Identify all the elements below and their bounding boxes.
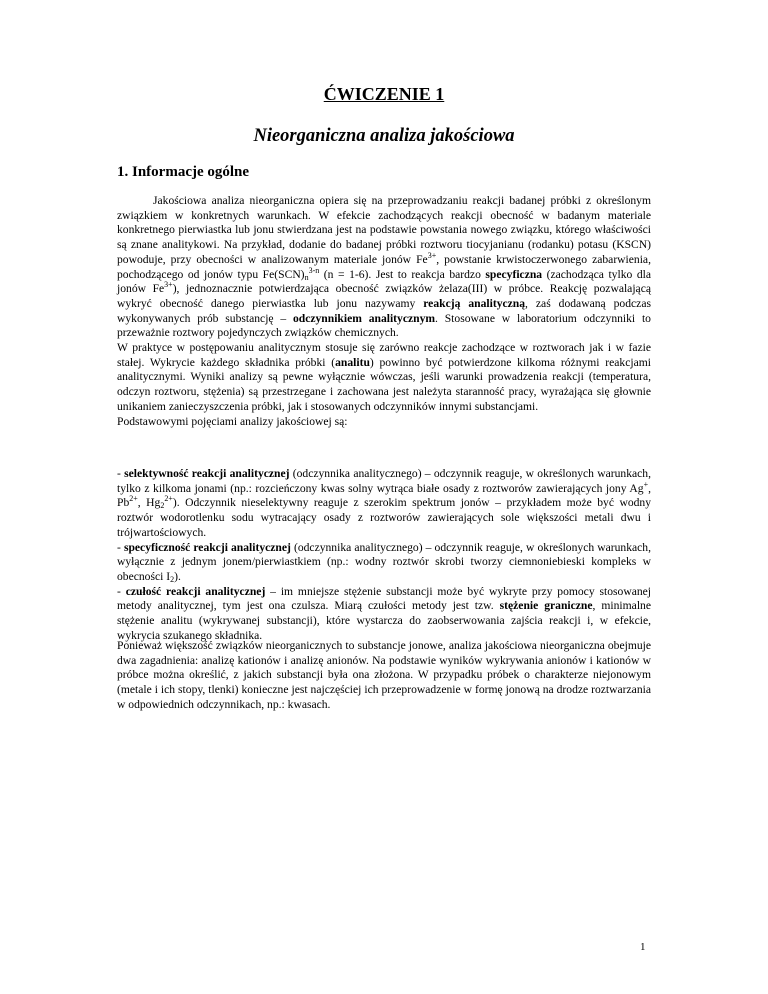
- page-number: 1: [640, 941, 646, 953]
- section-heading: 1. Informacje ogólne: [117, 164, 250, 180]
- term-analyte: analitu: [335, 355, 370, 369]
- concept-specificity: - specyficzność reakcji analitycznej (odczynnika analitycznego) – odczynnik reaguje, w określonych warunkach, wyłącznie z jednym jonem/pierwiastkiem (np.: wodny roztwór skrobi tworzy ciemnoniebieski kompleks w obecności $I_2$).: [117, 540, 651, 584]
- closing-section: [117, 639, 651, 713]
- concepts-list: [117, 467, 651, 643]
- term-specific: specyficzna: [485, 267, 543, 281]
- document-subtitle: Nieorganiczna analiza jakościowa: [253, 126, 515, 146]
- concept-sensitivity: - czułość reakcji analitycznej – im mniejsze stężenie substancji może być wykryte przy pomocy stosowanej metody analitycznej, tym jest ona czulsza. Miarą czułości metody jest tzw. stężenie graniczne, minimalne stężenie analitu (wykrywanej substancji), które wystarcza do zaobserwowania zajścia reakcji i, w efekcie, wykrycia szukanego składnika.: [117, 584, 652, 642]
- closing-paragraph: Ponieważ większość związków nieorganicznych to substancje jonowe, analiza jakościowa nieorganiczna obejmuje dwa zagadnienia: analizę kationów i analizę anionów. Na podstawie wyników wykrywania anionów i kationów w próbce można określić, z jakich substancji była ona złożona. W przypadku próbek o charakterze niejonowym (metale i ich stopy, tlenki) konieczne jest najczęściej ich przeprowadzenie w formę jonową na drodze roztwarzania w odpowiednich odczynnikach, np.: kwasach.: [117, 639, 651, 711]
- document-title: ĆWICZENIE 1: [323, 84, 445, 104]
- concept-selectivity: - selektywność reakcji analitycznej (odczynnika analitycznego) – odczynnik reaguje, w określonych warunkach, tylko z kilkoma jonami (np.: rozcieńczony kwas solny wytrąca białe osady z roztworów zawierających jony Ag+, $Pb^{2+}$, $Hg_2^{2+}$). Odczynnik nieselektywny reaguje z szerokim spektrum jonów – przykładem może być wodny roztwór wodorotlenku sodu wytracający osady z roztworów zawierających sole większości metali dwu i trójwartościowych.: [117, 467, 652, 539]
- term-reaction: reakcją analityczną: [423, 296, 526, 310]
- concepts-intro: Podstawowymi pojęciami analizy jakościowej są:: [117, 414, 348, 428]
- intro-paragraph: Jakościowa analiza nieorganiczna opiera się na przeprowadzaniu reakcji badanej próbki z określonym związkiem w konkretnych warunkach. W efekcie zachodzących reakcji obecność w badanym materiale konkretnego pierwiastka lub jonu stwierdzana jest na podstawie powstania nowego związku, którego właściwości są znane analitykowi. Na przykład, dodanie do badanej próbki roztworu tiocyjanianu (rodanku) potasu (KSCN) powoduje, przy obecności w analizowanym materiale jonów $Fe^{3+}$, powstanie krwistoczerwonego zabarwienia, pochodzącego od jonów typu $Fe(SCN)_n^{3-n}$ (n = 1-6). Jest to reakcja bardzo specyficzna (zachodząca tylko dla jonów $Fe^{3+}$), jednoznacznie potwierdzająca obecność związków żelaza(III) w próbce. Reakcję pozwalającą wykryć obecność danego pierwiastka lub jonu nazywamy reakcją analityczną, zaś dodawaną podczas wykonywanych prób substancję – odczynnikiem analitycznym. Stosowane w laboratorium odczynniki to przeważnie roztwory pojedynczych związków chemicznych.: [117, 194, 651, 340]
- intro-section: [117, 194, 651, 429]
- practice-paragraph: W praktyce w postępowaniu analitycznym stosuje się zarówno reakcje zachodzące w roztworach jak i w fazie stałej. Wykrycie każdego składnika próbki (analitu) powinno być potwierdzone kilkoma różnymi reakcjami analitycznymi. Wyniki analizy są pewne wyłącznie wówczas, jeśli warunki prowadzenia reakcji (temperatura, odczyn roztworu, stężenia) są przestrzegane i zachowana jest należyta staranność pracy, wyrażająca się głownie unikaniem zanieczyszczenia próbki, jak i stosowanych odczynników innymi substancjami.: [117, 341, 651, 413]
- term-reagent: odczynnikiem analitycznym: [292, 311, 436, 325]
